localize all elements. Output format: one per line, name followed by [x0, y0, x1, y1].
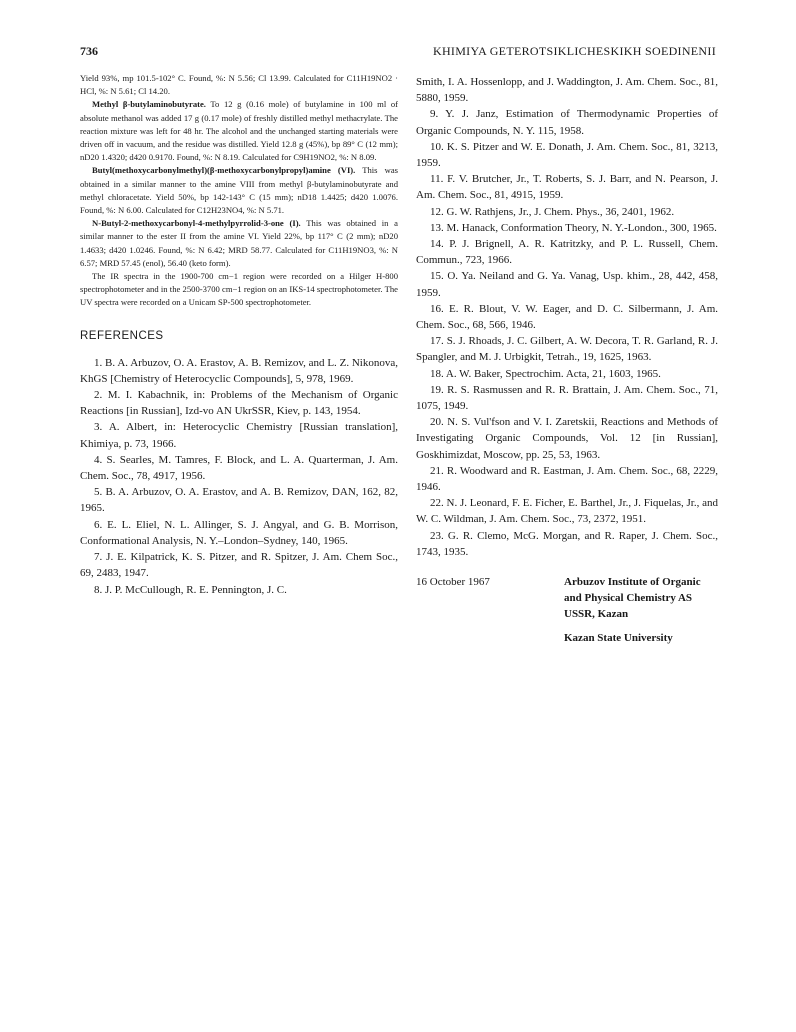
reference-item: 11. F. V. Brutcher, Jr., T. Roberts, S. J. Barr, and N. Pearson, J. Am. Chem. Soc., 81, 4915, 1959. — [416, 173, 718, 202]
experimental-paragraph: N-Butyl-2-methoxycarbonyl-4-methylpyrrolid-3-one (I). This was obtained in a similar manner to the ester II from the amine VI. Yield 22%, bp 117° C (2 mm); nD20 1.4633; d420 1.0246. Found, %: N 6.42; MRD 58.77. Calculated for C11H19NO3, %: N 6.57; MRD 57.45 (enol), 56.40 (keto form). — [80, 218, 398, 268]
references-list-left — [80, 355, 398, 598]
reference-item: 7. J. E. Kilpatrick, K. S. Pitzer, and R. Spitzer, J. Am. Chem Soc., 69, 2483, 1947. — [80, 551, 398, 580]
reference-item: 10. K. S. Pitzer and W. E. Donath, J. Am. Chem. Soc., 81, 3213, 1959. — [416, 140, 718, 170]
reference-item: Smith, I. A. Hossenlopp, and J. Waddington, J. Am. Chem. Soc., 81, 5880, 1959. — [416, 76, 718, 105]
reference-item: 8. J. P. McCullough, R. E. Pennington, J. C. — [94, 583, 287, 596]
reference-item: 1. B. A. Arbuzov, O. A. Erastov, A. B. Remizov, and L. Z. Nikonova, KhGS [Chemistry of Heterocyclic Compounds], 5, 978, 1969. — [80, 356, 398, 385]
experimental-paragraph: The IR spectra in the 1900-700 cm−1 region were recorded on a Hilger H-800 spectrophotometer and in the 2500-3700 cm−1 region on an IKS-14 spectrophotometer. The UV spectra were recorded on a Unicam SP-500 spectrophotometer. — [80, 271, 398, 308]
reference-item: 17. S. J. Rhoads, J. C. Gilbert, A. W. Decora, T. R. Garland, R. J. Spangler, and M. J. Urbigkit, Tetrah., 19, 1625, 1963. — [416, 335, 718, 364]
page-header — [80, 44, 716, 60]
experimental-paragraph: Yield 93%, mp 101.5-102° C. Found, %: N 5.56; Cl 13.99. Calculated for C11H19NO2 · HCl, %: N 5.61; Cl 14.20. — [80, 73, 398, 97]
experimental-paragraph: Butyl(methoxycarbonylmethyl)(β-methoxycarbonylpropyl)amine (VI). This was obtained in a similar manner to the amine VIII from methyl β-butylaminobutyrate and methyl chloracetate. Yield 50%, bp 142-143° C (15 mm); nD18 1.4425; d420 1.0076. Found, %: N 6.00. Calculated for C12H23NO4, %: N 5.71. — [80, 165, 398, 216]
reference-item: 9. Y. J. Janz, Estimation of Thermodynamic Properties of Organic Compounds, N. Y. 115, 1958. — [416, 108, 718, 137]
university-affiliation: Kazan State University — [564, 632, 673, 645]
article-footer — [416, 574, 718, 646]
reference-item: 3. A. Albert, in: Heterocyclic Chemistry [Russian translation], Khimiya, p. 73, 1966. — [80, 421, 398, 450]
compound-name: N-Butyl-2-methoxycarbonyl-4-methylpyrrolid-3-one (I). — [92, 218, 301, 229]
reference-item: 22. N. J. Leonard, F. E. Ficher, E. Barthel, Jr., J. Fiquelas, Jr., and W. C. Wildman, J. Am. Chem. Soc., 73, 2372, 1951. — [416, 497, 718, 526]
compound-name: Butyl(methoxycarbonylmethyl)(β-methoxycarbonylpropyl)amine (VI). — [92, 165, 356, 176]
reference-item: 15. O. Ya. Neiland and G. Ya. Vanag, Usp. khim., 28, 442, 458, 1959. — [416, 270, 718, 299]
right-column — [416, 74, 718, 646]
reference-item: 23. G. R. Clemo, McG. Morgan, and R. Raper, J. Chem. Soc., 1743, 1935. — [416, 529, 718, 558]
received-date: 16 October 1967 — [416, 576, 490, 589]
experimental-paragraph: Methyl β-butylaminobutyrate. To 12 g (0.16 mole) of butylamine in 100 ml of absolute methanol was added 17 g (0.17 mole) of freshly distilled methyl methacrylate. The reaction mixture was left for 48 hr. The alcohol and the unchanged starting materials were driven off in vacuum, and the residue was distilled. Yield 12.8 g (45%), bp 89° C (12 mm); nD20 1.4320; d420 0.9170. Found, %: N 8.19. Calculated for C9H19NO2, %: N 8.09. — [80, 99, 398, 163]
reference-item: 19. R. S. Rasmussen and R. R. Brattain, J. Am. Chem. Soc., 71, 1075, 1949. — [416, 383, 718, 413]
references-heading: REFERENCES — [80, 329, 164, 342]
reference-item: 18. A. W. Baker, Spectrochim. Acta, 21, 1603, 1965. — [430, 367, 661, 380]
compound-name: Methyl β-butylaminobutyrate. — [92, 99, 206, 110]
references-list-right — [416, 74, 718, 560]
reference-item: 4. S. Searles, M. Tamres, F. Block, and L. A. Quarterman, J. Am. Chem. Soc., 78, 4917, 1956. — [80, 453, 398, 483]
left-column — [80, 72, 398, 598]
journal-title: KHIMIYA GETEROTSIKLICHESKIKH SOEDINENII — [432, 44, 716, 58]
reference-item: 20. N. S. Vul'fson and V. I. Zaretskii, Reactions and Methods of Investigating Organic Compounds, Vol. 12 [in Russian], Goskhimizdat, Moscow, pp. 25, 53, 1963. — [416, 416, 718, 461]
reference-item: 6. E. L. Eliel, N. L. Allinger, S. J. Angyal, and G. B. Morrison, Conformational Analysis, N. Y.–London–Sydney, 140, 1965. — [80, 518, 398, 547]
reference-item: 12. G. W. Rathjens, Jr., J. Chem. Phys., 36, 2401, 1962. — [430, 205, 675, 218]
reference-item: 5. B. A. Arbuzov, O. A. Erastov, and A. B. Remizov, DAN, 162, 82, 1965. — [80, 486, 398, 515]
reference-item: 13. M. Hanack, Conformation Theory, N. Y.-London., 300, 1965. — [430, 221, 717, 234]
institute-affiliation: Arbuzov Institute of Organic and Physical Chemistry AS USSR, Kazan — [564, 576, 701, 621]
reference-item: 2. M. I. Kabachnik, in: Problems of the Mechanism of Organic Reactions [in Russian], Izd-vo AN UkrSSR, Kiev, p. 143, 1954. — [80, 389, 398, 418]
reference-item: 14. P. J. Brignell, A. R. Katritzky, and P. L. Russell, Chem. Commun., 723, 1966. — [416, 238, 718, 267]
reference-item: 16. E. R. Blout, V. W. Eager, and D. C. Silbermann, J. Am. Chem. Soc., 68, 566, 1946. — [416, 302, 718, 332]
page-number: 736 — [80, 44, 98, 58]
reference-item: 21. R. Woodward and R. Eastman, J. Am. Chem. Soc., 68, 2229, 1946. — [416, 464, 718, 494]
